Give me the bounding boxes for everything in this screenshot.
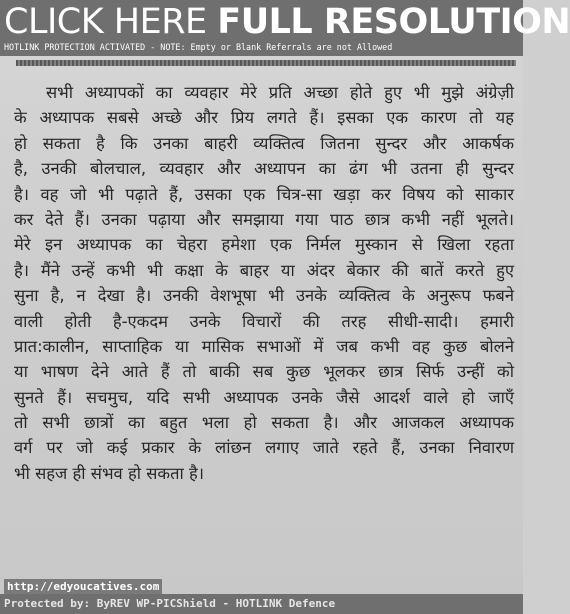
- paragraph-line: या भाषण देने आते हैं तो बाकी सब कुछ भूलकर छात्र सिर्फ उन्हीं को: [14, 362, 514, 382]
- paragraph-line: है, उनकी बोलचाल, व्यवहार और अध्यापन का ढंग भी उतना ही सुन्दर: [14, 159, 514, 179]
- paragraph-line: है। मैंने उन्हें कभी भी कक्षा के बाहर या अंदर बेकार की बातें करते हुए: [14, 260, 514, 280]
- source-url-watermark: http://edyoucatives.com: [4, 579, 162, 594]
- paragraph-line: मेरे इन अध्यापक का चेहरा हमेशा एक निर्मल मुस्कान से खिला रहता: [14, 235, 514, 255]
- page-header-rule: [16, 60, 516, 66]
- paragraph-line: के अध्यापक सबसे अच्छे और प्रिय लगते हैं। इसका एक कारण तो यह: [14, 108, 514, 128]
- paragraph-line: सुना है, न देखा है। उनकी वेशभूषा भी उनके व्यक्तित्व के अनुरूप फबने: [14, 286, 514, 306]
- paragraph-line: वर्ग पर जो कई प्रकार के लांछन लगाए जाते रहते हैं, उनका निवारण: [14, 438, 514, 458]
- paragraph-line: प्रात:कालीन, साप्ताहिक या मासिक सभाओं में जब कभी वह कुछ बोलने: [14, 336, 514, 356]
- hotlink-banner[interactable]: [0, 0, 570, 56]
- protection-footer-text: Protected by: ByREV WP-PICShield - HOTLINK Defence: [4, 597, 336, 610]
- paragraph-line: हो सकता है कि उनका बाहरी व्यक्तित्व जितना सुन्दर और आकर्षक: [14, 133, 514, 153]
- paragraph-line: सभी अध्यापकों का व्यवहार मेरे प्रति अच्छा होते हुए भी मुझे अंग्रेज़ी: [46, 83, 514, 102]
- paragraph-line: तो सभी छात्रों का बहुत भला हो सकता है। और आजकल अध्यापक: [14, 413, 514, 433]
- banner-title-click-here: CLICK HERE: [4, 2, 218, 42]
- hotlink-notice: HOTLINK PROTECTION ACTIVATED - NOTE: Empty or Blank Referrals are not Allowed: [4, 42, 393, 52]
- paragraph-line: भी सहज ही संभव हो सकता है।: [14, 463, 205, 483]
- protection-footer: [0, 594, 523, 614]
- paragraph-line: सुनते हैं। सचमुच, यदि सभी अध्यापक उनके जैसे आदर्श वाले हो जाएँ: [14, 387, 514, 407]
- banner-title-full-resolution: FULL RESOLUTION: [217, 2, 570, 42]
- article-paragraph: [14, 80, 514, 486]
- paragraph-line: कर देते हैं। उनका पढ़ाया और समझाया गया पाठ छात्र कभी नहीं भूलते।: [14, 209, 514, 229]
- paragraph-line: वाली होती है-एकदम उनके विचारों की तरह सीधी-सादी। हमारी: [14, 311, 514, 331]
- paragraph-line: है। वह जो भी पढ़ाते हैं, उसका एक चित्र-सा खड़ा कर विषय को साकार: [14, 184, 514, 204]
- full-resolution-link[interactable]: [4, 2, 570, 42]
